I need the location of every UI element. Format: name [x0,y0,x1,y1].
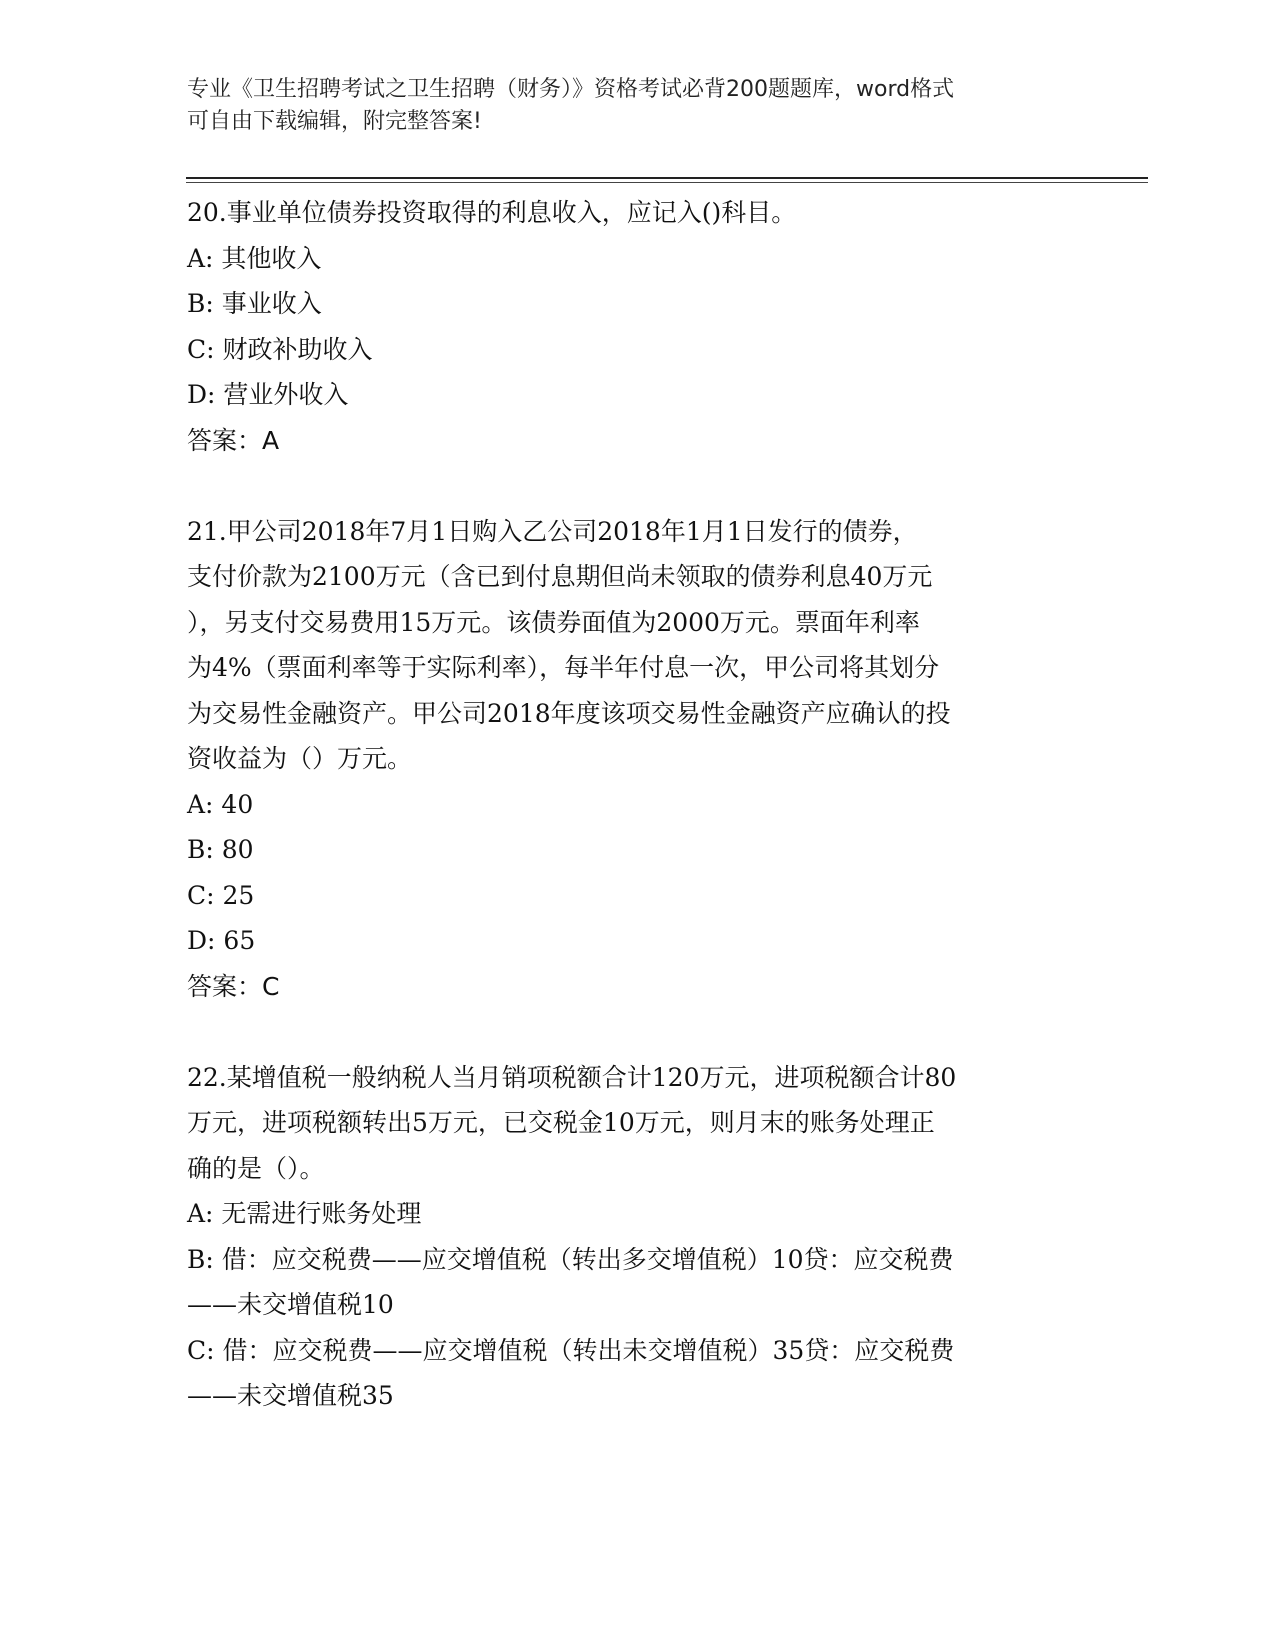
option-b: B: 事业收入 [187,289,322,318]
question-stem-line: 确的是（）。 [187,1153,325,1183]
header-divider-thick [186,177,1148,179]
option-c: C: 25 [187,880,255,910]
header-title-line-1: 专业《卫生招聘考试之卫生招聘（财务）》资格考试必背200题题库，word格式 [187,77,955,102]
option-a: A: 40 [187,789,254,819]
page-header [187,74,1087,138]
question-stem-line: 21.甲公司2018年7月1日购入乙公司2018年1月1日发行的债券， [187,516,918,546]
option-c: C: 财政补助收入 [187,334,373,364]
option-b: B: 借：应交税费——应交增值税（转出多交增值税）10贷：应交税费 [187,1244,954,1274]
question-stem-line: 支付价款为2100万元（含已到付息期但尚未领取的债券利息40万元 [187,562,933,591]
header-title-line-2: 可自由下载编辑，附完整答案! [187,109,482,134]
question-stem-line: 为4%（票面利率等于实际利率），每半年付息一次，甲公司将其划分 [187,653,940,682]
option-d: D: 营业外收入 [187,380,349,409]
question-list [187,190,1087,1419]
question-stem-line: ），另支付交易费用15万元。该债券面值为2000万元。票面年利率 [187,607,920,637]
option-a: A: 其他收入 [187,243,322,273]
question-stem-line: 20.事业单位债券投资取得的利息收入，应记入()科目。 [187,198,797,227]
answer-line: 答案：C [187,971,280,1001]
question-stem-line: 22.某增值税一般纳税人当月销项税额合计120万元，进项税额合计80 [187,1062,957,1092]
question-stem-line: 万元，进项税额转出5万元，已交税金10万元，则月末的账务处理正 [187,1108,935,1137]
option-b-continued: ——未交增值税10 [187,1290,394,1319]
spacer [187,463,1087,509]
question-stem-line: 资收益为（）万元。 [187,744,413,773]
option-d: D: 65 [187,926,256,955]
question-21 [187,509,1087,1010]
question-stem-line: 为交易性金融资产。甲公司2018年度该项交易性金融资产应确认的投 [187,698,951,728]
option-c: C: 借：应交税费——应交增值税（转出未交增值税）35贷：应交税费 [187,1335,955,1365]
question-22 [187,1055,1087,1419]
option-c-continued: ——未交增值税35 [187,1381,394,1410]
option-b: B: 80 [187,835,254,864]
answer-line: 答案：A [187,425,280,455]
header-divider-thin [186,182,1148,183]
option-a: A: 无需进行账务处理 [187,1199,422,1228]
question-20 [187,190,1087,463]
spacer [187,1009,1087,1055]
